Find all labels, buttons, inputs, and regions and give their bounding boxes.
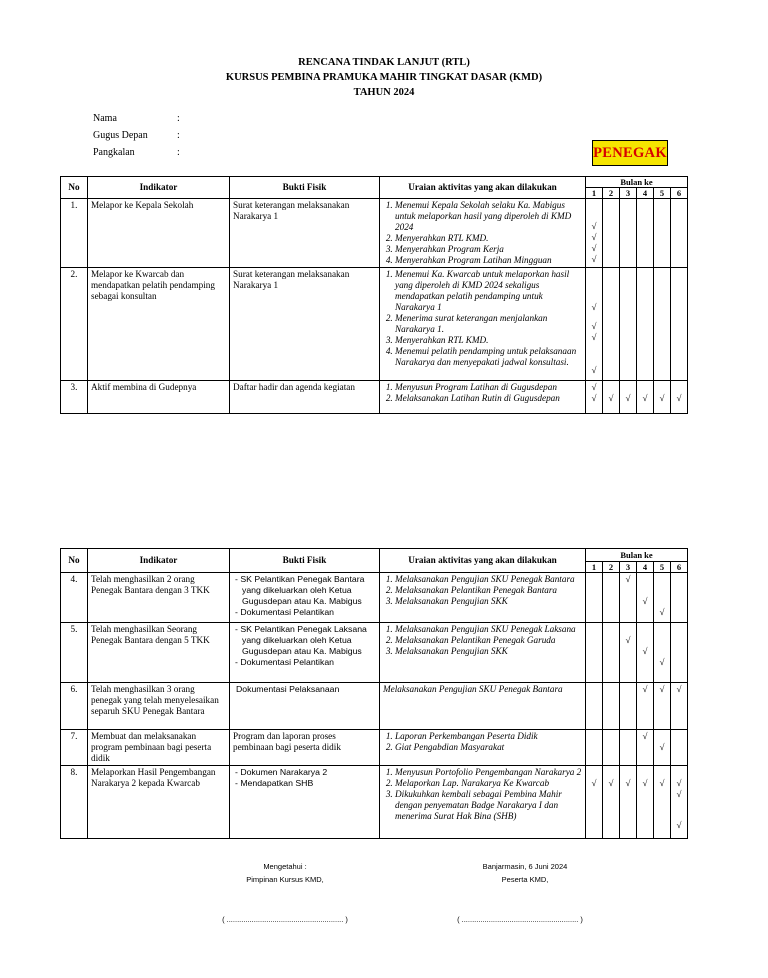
identity-pangkalan: Pangkalan : <box>93 147 180 158</box>
month-4: 4 <box>637 562 654 573</box>
signature-left: Mengetahui : Pimpinan Kursus KMD, <box>246 862 324 884</box>
doc-title: RENCANA TINDAK LANJUT (RTL) <box>298 57 470 68</box>
check-cell: √ √ √ √ <box>586 268 603 381</box>
check-cell: √ <box>637 730 654 766</box>
check-cell: √ <box>654 766 671 839</box>
col-no: No <box>61 549 88 573</box>
penegak-badge: PENEGAK <box>592 140 668 166</box>
doc-year: TAHUN 2024 <box>353 87 415 98</box>
col-bulan: Bulan ke <box>586 177 688 188</box>
col-no: No <box>61 177 88 199</box>
check-cell: √ <box>671 381 688 414</box>
identity-gugus: Gugus Depan : <box>93 130 180 141</box>
month-5: 5 <box>654 188 671 199</box>
check-cell: √ <box>637 623 654 683</box>
table-row: 3. Aktif membina di Gudepnya Daftar hadir dan agenda kegiatan 1. Menyusun Program Latihan di Gugusdepan 2. Melaksanakan Latihan Rutin di Gugusdepan √ √ √ √ √ √ √ <box>61 381 688 414</box>
col-bukti: Bukti Fisik <box>230 177 380 199</box>
check-cell: √ <box>603 381 620 414</box>
rtl-table-1 <box>60 176 688 414</box>
identity-name: Nama : <box>93 113 180 124</box>
month-2: 2 <box>603 188 620 199</box>
check-cell: √ √ √ √ <box>586 199 603 268</box>
month-4: 4 <box>637 188 654 199</box>
month-5: 5 <box>654 562 671 573</box>
table-row: 4. Telah menghasilkan 2 orang Penegak Bantara dengan 3 TKK - SK Pelantikan Penegak Bantara yang dikeluarkan oleh Ketua Gugusdepan atau Ka. Mabigus - Dokumentasi Pelantikan 1. Melaksanakan Pengujian SKU Penegak Bantara 2. Melaksanakan Pelantikan Penegak Bantara 3. Melaksanakan Pengujian SKK √ √ √ <box>61 573 688 623</box>
check-cell: √ <box>620 623 637 683</box>
table-row: 1. Melapor ke Kepala Sekolah Surat keterangan melaksanakan Narakarya 1 1. Menemui Kepala Sekolah selaku Ka. Mabigus untuk melaporkan hasil yang diperoleh di KMD 2024 2. Menyerahkan RTL KMD. 3. Menyerahkan Program Kerja 4. Menyerahkan Program Latihan Mingguan √ √ √ √ <box>61 199 688 268</box>
signature-blank-right: ( ........................................................ ) <box>457 915 583 924</box>
check-cell: √ <box>654 623 671 683</box>
month-6: 6 <box>671 188 688 199</box>
check-cell: √ <box>620 766 637 839</box>
check-cell: √ <box>637 573 654 623</box>
check-cell: √ √ √ <box>671 766 688 839</box>
check-cell: √ <box>586 766 603 839</box>
table-row: 2. Melapor ke Kwarcab dan mendapatkan pelatih pendamping sebagai konsultan Surat keterangan melaksanakan Narakarya 1 1. Menemui Ka. Kwarcab untuk melaporkan hasil yang diperoleh di KMD 2024 sekaligus mendapatkan pelatih pendamping untuk Narakarya 1 2. Menerima surat keterangan menjalankan Narakarya 1. 3. Menyerahkan RTL KMD. 4. Menemui pelatih pendamping untuk pelaksanaan Narakarya dan menyepakati jadwal konsultasi. √ √ √ √ <box>61 268 688 381</box>
check-cell: √ <box>637 683 654 730</box>
table-row: 8. Melaporkan Hasil Pengembangan Narakarya 2 kepada Kwarcab - Dokumen Narakarya 2 - Mendapatkan SHB 1. Menyusun Portofolio Pengembangan Narakarya 2 2. Melaporkan Lap. Narakarya Ke Kwarcab 3. Dikukuhkan kembali sebagai Pembina Mahir dengan penyematan Badge Narakarya I dan menerima Surat Hak Bina (SHB) √ √ √ √ √ √ √ √ <box>61 766 688 839</box>
col-bulan: Bulan ke <box>586 549 688 562</box>
month-1: 1 <box>586 188 603 199</box>
check-cell: √ <box>671 683 688 730</box>
check-cell: √ <box>654 573 671 623</box>
check-cell: √ <box>620 381 637 414</box>
check-cell: √ <box>637 766 654 839</box>
signature-right: Banjarmasin, 6 Juni 2024 Peserta KMD, <box>482 862 568 884</box>
table-row: 6. Telah menghasilkan 3 orang penegak yang telah menyelesaikan separuh SKU Penegak Bantara Dokumentasi Pelaksanaan Melaksanakan Pengujian SKU Penegak Bantara √ √ √ <box>61 683 688 730</box>
col-uraian: Uraian aktivitas yang akan dilakukan <box>380 177 586 199</box>
month-3: 3 <box>620 188 637 199</box>
check-cell: √ <box>620 573 637 623</box>
col-bukti: Bukti Fisik <box>230 549 380 573</box>
check-cell: √ √ <box>586 381 603 414</box>
check-cell: √ <box>654 730 671 766</box>
col-indikator: Indikator <box>88 177 230 199</box>
table-row: 7. Membuat dan melaksanakan program pembinaan bagi peserta didik Program dan laporan proses pembinaan bagi peserta didik 1. Laporan Perkembangan Peserta Didik 2. Giat Pengabdian Masyarakat √ √ <box>61 730 688 766</box>
col-uraian: Uraian aktivitas yang akan dilakukan <box>380 549 586 573</box>
check-cell: √ <box>654 381 671 414</box>
month-6: 6 <box>671 562 688 573</box>
check-cell: √ <box>654 683 671 730</box>
signature-blank-left: ( ........................................................ ) <box>222 915 348 924</box>
col-indikator: Indikator <box>88 549 230 573</box>
month-1: 1 <box>586 562 603 573</box>
check-cell: √ <box>637 381 654 414</box>
check-cell: √ <box>603 766 620 839</box>
doc-subtitle: KURSUS PEMBINA PRAMUKA MAHIR TINGKAT DASAR (KMD) <box>225 72 543 83</box>
table-row: 5. Telah menghasilkan Seorang Penegak Bantara dengan 5 TKK - SK Pelantikan Penegak Laksana yang dikeluarkan oleh Ketua Gugusdepan atau Ka. Mabigus - Dokumentasi Pelantikan 1. Melaksanakan Pengujian SKU Penegak Laksana 2. Melaksanakan Pelantikan Penegak Garuda 3. Melaksanakan Pengujian SKK √ √ √ <box>61 623 688 683</box>
month-3: 3 <box>620 562 637 573</box>
rtl-table-2 <box>60 548 688 839</box>
month-2: 2 <box>603 562 620 573</box>
